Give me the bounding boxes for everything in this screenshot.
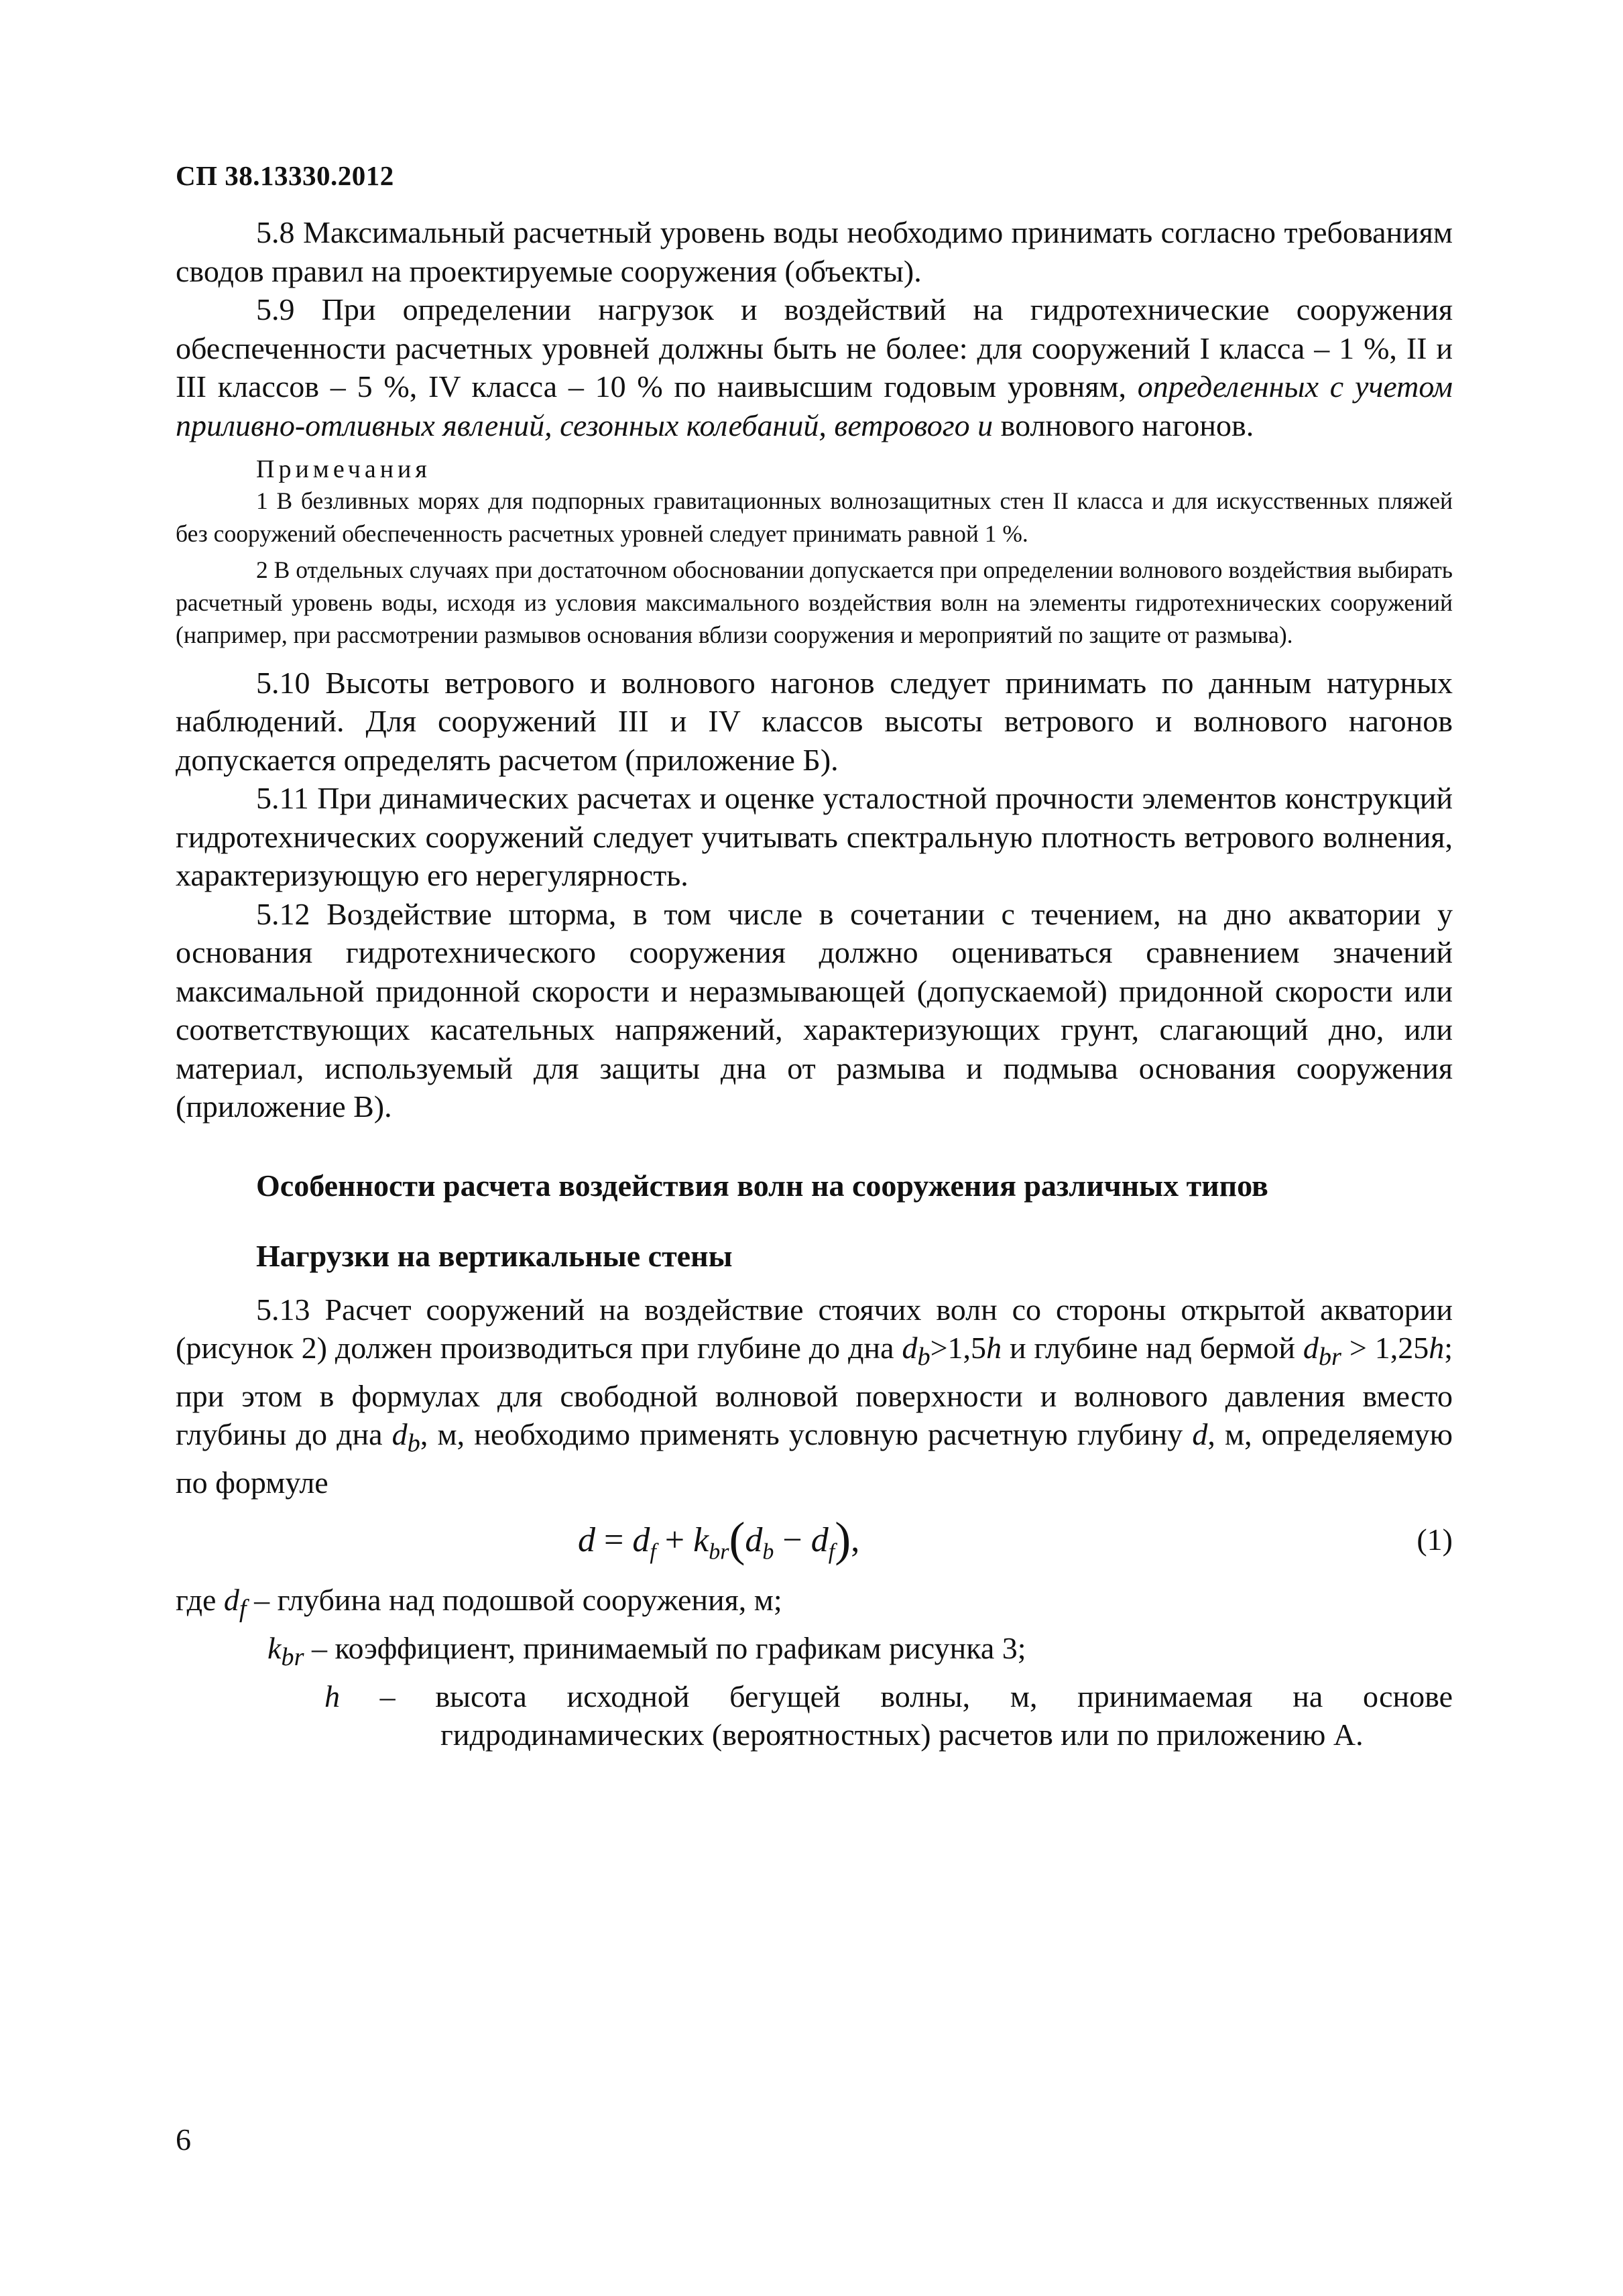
definition-kbr: $k_{br}$ – коэффициент, принимаемый по графикам рисунка 3;: [267, 1631, 1026, 1672]
definition-h-continued: гидродинамических (вероятностных) расчетов или по приложению А.: [440, 1717, 1364, 1752]
paragraph-5-9-text: 5.9 При определении нагрузок и воздействий на гидротехнические сооружения обеспеченности расчетных уровней должны быть не более: для сооружений I класса – 1 %, II и III классов – 5 %, IV класса – 10 % по наивысшим годовым уровням,: [176, 292, 1453, 404]
definition-df: где $d_f$ – глубина над подошвой сооружения, м;: [176, 1583, 782, 1624]
paragraph-5-13: 5.13 Расчет сооружений на воздействие стоячих волн со стороны открытой акватории (рисунок 2) должен производиться при глубине до дна $d_b>1,5h$ и глубине над бермой $d_{br} > 1,25h$; при этом в формулах для свободной волновой поверхности и волнового давления вместо глубины до дна $d_b$, м, необходимо применять условную расчетную глубину d, м, определяемую по формуле: [176, 1292, 1453, 1500]
page-body: [176, 213, 1453, 1754]
paragraph-5-9-end: волнового нагонов.: [993, 408, 1254, 442]
section-title: Особенности расчета воздействия волн на сооружения различных типов: [256, 1168, 1268, 1203]
symbol-definitions: [176, 1581, 1453, 1754]
document-code-header: СП 38.13330.2012: [176, 160, 394, 191]
formula-number: (1): [1417, 1522, 1453, 1557]
paragraph-5-8: 5.8 Максимальный расчетный уровень воды необходимо принимать согласно требованиям сводов правил на проектируемые сооружения (объекты).: [176, 215, 1453, 288]
definition-h: h – высота исходной бегущей волны, м, принимаемая на основе: [324, 1679, 1453, 1713]
paragraph-5-9-italic: определенных с учетом приливно-отливных явлений, сезонных колебаний, ветрового и: [176, 369, 1453, 442]
notes-heading: Примечания: [256, 455, 431, 483]
paragraph-5-11: 5.11 При динамических расчетах и оценке усталостной прочности элементов конструкций гидротехнических сооружений следует учитывать спектральную плотность ветрового волнения, характеризующую его нерегулярность.: [176, 781, 1453, 892]
paragraph-5-10: 5.10 Высоты ветрового и волнового нагонов следует принимать по данным натурных наблюдений. Для сооружений III и IV классов высоты ветрового и волнового нагонов допускается определять расчетом (приложение Б).: [176, 665, 1453, 777]
note-2: 2 В отдельных случаях при достаточном обосновании допускается при определении волнового воздействия выбирать расчетный уровень воды, исходя из условия максимального воздействия волн на элементы гидротехнических сооружений (например, при рассмотрении размывов основания вблизи сооружения и мероприятий по защите от размыва).: [176, 556, 1453, 648]
page-number: 6: [176, 2122, 191, 2157]
paragraph-5-9: [176, 290, 1453, 444]
subsection-title: Нагрузки на вертикальные стены: [256, 1239, 733, 1273]
formula-1: [176, 1510, 1453, 1577]
note-1: 1 В безливных морях для подпорных гравитационных волнозащитных стен II класса и для искусственных пляжей без сооружений обеспеченность расчетных уровней следует принимать равной 1 %.: [176, 487, 1453, 547]
paragraph-5-12: 5.12 Воздействие шторма, в том числе в сочетании с течением, на дно акватории у основания гидротехнического сооружения должно оцениваться сравнением значений максимальной придонной скорости и неразмывающей (допускаемой) придонной скорости или соответствующих касательных напряжений, характеризующих грунт, слагающий дно, или материал, используемый для защиты дна от размыва и подмыва основания сооружения (приложение В).: [176, 896, 1453, 1124]
formula-expression: $d = d_f + k_{br}(d_b - d_f)$,: [578, 1512, 860, 1567]
